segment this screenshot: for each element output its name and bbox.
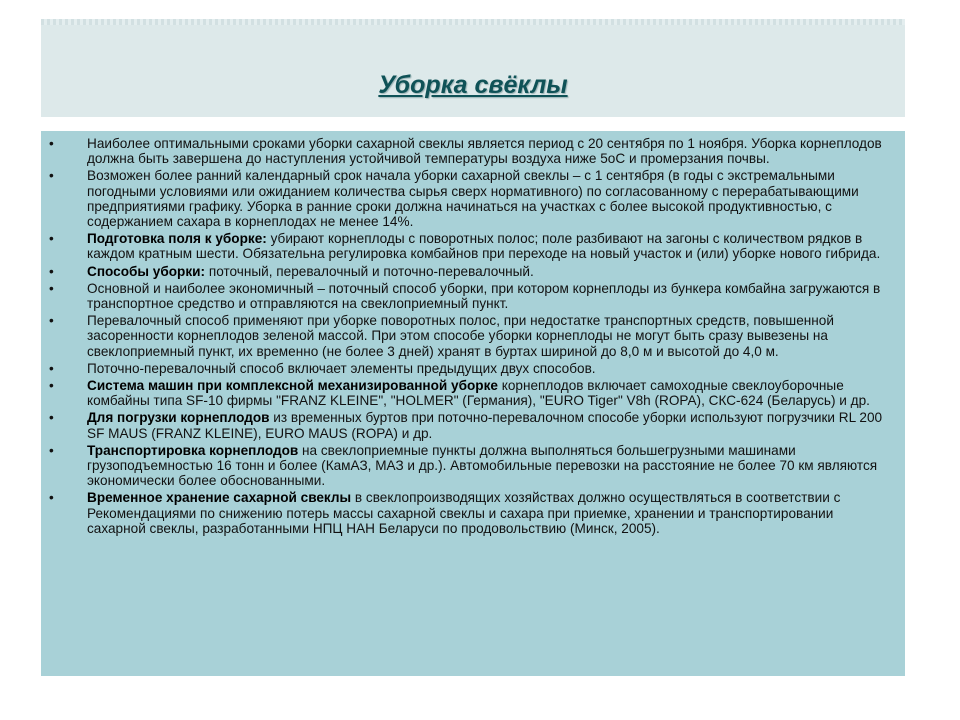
bullet-marker: • [49,378,54,394]
bullet-heading: Временное хранение сахарной свеклы [87,490,352,506]
bullet-text: Поточно-перевалочный способ включает элементы предыдущих двух способов. [87,360,596,376]
bullet-marker: • [49,263,54,279]
bullet-item [41,136,905,166]
bullet-item [41,378,905,408]
bullet-marker: • [49,231,54,247]
slide-title: Уборка свёклы [378,71,568,99]
bullet-marker: • [49,136,54,151]
bullet-item [41,361,905,376]
bullet-item [41,168,905,229]
bullet-text: Перевалочный способ применяют при уборке поворотных полос, при недостатке транспортных средств, повышенной засоренности корнеплодов зеленой массой. При этом способе уборки корнеплоды не могут быть сразу вывезены на свеклоприемный пункт, их временно (не более 3 дней) хранят в буртах шириной до 8,0 м и высотой до 4,0 м. [87,313,834,359]
bullet-list [41,136,905,538]
bullet-text: в свеклопроизводящих хозяйствах должно осуществляться в соответствии с Рекомендациями по снижению потерь массы сахарной свеклы и сахара при приемке, хранении и транспортировании сахарной свеклы, разработанными НПЦ НАН Беларуси по продовольствию (Минск, 2005). [87,490,841,536]
bullet-item [41,264,905,279]
bullet-marker: • [49,280,54,296]
bullet-text: Наиболее оптимальными сроками уборки сахарной свеклы является период с 20 сентября по 1 ноября. Уборка корнеплодов должна быть завершена до наступления устойчивой температуры воздуха ниже 5оС и промерзания почвы. [87,136,882,167]
bullet-item [41,231,905,261]
bullet-text: убирают корнеплоды с поворотных полос; поле разбивают на загоны с количеством рядков в каждом кратным шести. Обязательна регулировка комбайнов при переходе на новый участок и (или) уборке нового гибрида. [87,231,881,262]
bullet-text: Основной и наиболее экономичный – поточный способ уборки, при котором корнеплоды из бункера комбайна загружаются в транспортное средство и отправляются на свеклоприемный пункт. [87,280,881,312]
bullet-text: поточный, перевалочный и поточно-перевалочный. [205,263,534,279]
bullet-text: Возможен более ранний календарный срок начала уборки сахарной свеклы – с 1 сентября (в годы с экстремальными погодными условиями или ожиданием количества сырья сверх нормативного) по согласованному с перерабатывающими предприятиями графику. Уборка в ранние сроки должна начинаться на участках с более высокой продуктивностью, с содержанием сахара в корнеплодах не менее 14%. [87,168,859,230]
bullet-heading: Система машин при комплексной механизированной уборке [87,378,498,394]
bullet-item [41,281,905,311]
bullet-marker: • [49,442,54,458]
bullet-item [41,313,905,359]
bullet-item [41,410,905,440]
bullet-text: корнеплодов включает самоходные свеклоуборочные комбайны типа SF-10 фирмы "FRANZ KLEINE", "HOLMER" (Германия), "EURO Tiger" V8h (ROPA), СКС-624 (Беларусь) и др. [87,378,870,409]
bullet-marker: • [49,490,54,506]
bullet-heading: Способы уборки: [87,263,206,279]
bullet-text: на свеклоприемные пункты должна выполняться большегрузными машинами грузоподъемностью 16 тонн и более (КамАЗ, МАЗ и др.). Автомобильные перевозки на расстояние не более 70 км являются экономически более обоснованными. [87,442,878,489]
bullet-marker: • [49,168,54,184]
bullet-marker: • [49,313,54,329]
content-panel [41,131,905,676]
bullet-marker: • [49,360,54,376]
bullet-heading: Транспортировка корнеплодов [87,442,299,458]
title-banner [41,19,905,117]
bullet-heading: Подготовка поля к уборке: [87,231,267,247]
bullet-text: из временных буртов при поточно-перевалочном способе уборки используют погрузчики RL 200 SF MAUS (FRANZ KLEINE), EURO MAUS (ROPA) и др. [87,410,883,441]
bullet-heading: Для погрузки корнеплодов [87,410,270,426]
bullet-item [41,490,905,536]
bullet-marker: • [49,410,54,426]
bullet-item [41,443,905,489]
